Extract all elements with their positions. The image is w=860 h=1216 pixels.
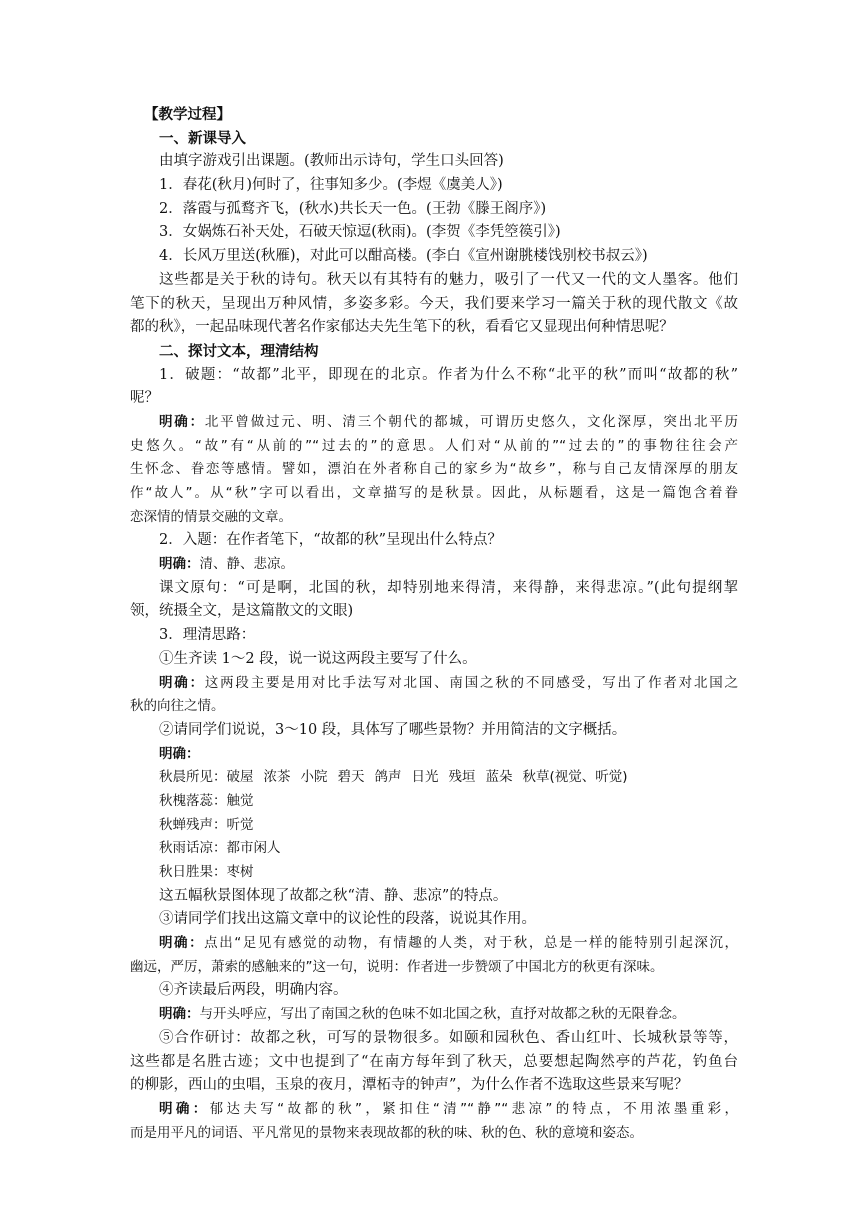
answer-text: 郁达夫写“故都的秋”，紧扣住“清”“静”“悲凉”的特点，不用浓墨重彩， (209, 1100, 739, 1117)
answer-label: 明确： (159, 1006, 200, 1023)
scene-line: 秋日胜果：枣树 (159, 864, 254, 880)
scene-item: 浓茶 (263, 769, 291, 786)
answer-label: 明确： (159, 745, 200, 762)
sub-question: ③请同学们找出这篇文章中的议论性的段落，说说其作用。 (159, 911, 536, 928)
answer-line (130, 1098, 738, 1122)
scene-line: 秋雨话凉：都市闲人 (159, 840, 281, 857)
poem-line: 4．长风万里送(秋雁)，对此可以酣高楼。(李白《宣州谢朓楼饯别校书叔云》) (159, 248, 648, 265)
question-line: 呢？ (130, 390, 159, 407)
paragraph-line: 笔下的秋天，呈现出万种风情，多姿多彩。今天，我们要来学习一篇关于秋的现代散文《故 (130, 295, 738, 312)
answer-text: 与开头呼应，写出了南国之秋的色味不如北国之秋，直抒对故都之秋的无限眷念。 (199, 1006, 686, 1023)
scene-item: 鸽声 (374, 769, 402, 786)
answer-line: 幽远，严厉，萧索的感触来的”这一句，说明：作者进一步赞颂了中国北方的秋更有深味。 (130, 958, 664, 975)
answer-line (130, 672, 738, 696)
answer-text: 这两段主要是用对比手法写对北国、南国之秋的不同感受，写出了作者对北国之 (204, 674, 739, 691)
scene-line: 秋蝉残声：听觉 (159, 816, 254, 833)
poem-line: 3．女娲炼石补天处，石破天惊逗(秋雨)。(李贺《李凭箜篌引》) (159, 224, 561, 241)
answer-line (130, 553, 738, 577)
answer-label: 明确： (159, 674, 205, 691)
answer-line (130, 1003, 738, 1027)
scene-label: 秋晨所见： (159, 769, 227, 786)
sub-question: ⑤合作研讨：故都之秋，可写的景物很多。如颐和园秋色、香山红叶、长城秋景等等， (159, 1029, 738, 1046)
answer-label: 明确： (159, 935, 205, 952)
answer-line: 秋的向往之情。 (130, 698, 225, 715)
scene-item: 日光 (411, 769, 439, 786)
answer-line: 作“故人”。从“秋”字可以看出，文章描写的是秋景。因此，从标题看，这是一篇饱含着眷 (130, 485, 738, 501)
sub-question: 这些都是名胜古迹；文中也提到了“在南方每年到了秋天，总要想起陶然亭的芦花，钓鱼台 (130, 1053, 738, 1070)
sub-question: 的柳影，西山的虫唱，玉泉的夜月，潭柘寺的钟声”，为什么作者不选取这些景来写呢？ (130, 1077, 689, 1094)
answer-label: 明确： (159, 556, 200, 573)
answer-text: 点出“足见有感觉的动物，有情趣的人类，对于秋，总是一样的能特别引起深沉， (204, 935, 739, 952)
question-line: 2．入题：在作者笔下，“故都的秋”呈现出什么特点？ (159, 532, 503, 549)
scene-item: 秋草(视觉、听觉) (522, 769, 628, 786)
quote-line: 课文原句：“可是啊，北国的秋，却特别地来得清，来得静，来得悲凉。”(此句提纲挈 (159, 579, 738, 596)
answer-line: 史悠久。“故”有“从前的”“过去的”的意思。人们对“从前的”“过去的”的事物往往会产 (130, 437, 738, 454)
scene-item: 碧天 (337, 769, 365, 786)
answer-text: 清、静、悲凉。 (199, 556, 294, 573)
section-heading: 【教学过程】 (144, 106, 231, 123)
scene-list (130, 766, 738, 790)
scene-item: 蓝朵 (485, 769, 513, 786)
quote-line: 领，统摄全文，是这篇散文的文眼) (130, 603, 354, 620)
answer-line: 而是用平凡的词语、平凡常见的景物来表现故都的秋的味、秋的色、秋的意境和姿态。 (130, 1124, 643, 1141)
answer-line (130, 411, 738, 435)
section1-title: 一、新课导入 (159, 129, 246, 147)
question-line: 1．破题：“故都”北平，即现在的北京。作者为什么不称“北平的秋”而叫“故都的秋” (159, 366, 738, 383)
paragraph-line: 这些都是关于秋的诗句。秋天以有其特有的魅力，吸引了一代又一代的文人墨客。他们 (159, 271, 738, 288)
question-line: 3．理清思路： (159, 627, 256, 644)
answer-line (130, 932, 738, 956)
sub-question: ②请同学们说说，3～10 段，具体写了哪些景物？并用简洁的文字概括。 (159, 721, 627, 738)
answer-line: 生怀念、眷恋等感情。譬如，漂泊在外者称自己的家乡为“故乡”，称与自己友情深厚的朋友 (130, 461, 738, 478)
scene-item: 破屋 (226, 769, 254, 786)
poem-line: 2．落霞与孤鹜齐飞，(秋水)共长天一色。(王勃《滕王阁序》) (159, 200, 547, 217)
scene-item: 小院 (300, 769, 328, 786)
answer-text: 北平曾做过元、明、清三个朝代的都城，可谓历史悠久，文化深厚，突出北平历 (204, 413, 739, 430)
paragraph-line: 都的秋》，一起品味现代著名作家郁达夫先生笔下的秋，看看它又显现出何种情思呢？ (130, 319, 674, 336)
scene-line: 秋槐落蕊：触觉 (159, 792, 254, 809)
sub-question: ④齐读最后两段，明确内容。 (159, 982, 348, 999)
scene-item: 残垣 (448, 769, 476, 786)
answer-label: 明确： (159, 413, 205, 430)
sub-question: ①生齐读 1～2 段，说一说这两段主要写了什么。 (159, 650, 477, 667)
answer-label: 明确： (159, 1100, 210, 1117)
answer-line: 恋深情的情景交融的文章。 (130, 508, 292, 525)
intro-line: 由填字游戏引出课题。(教师出示诗句，学生口头回答) (159, 153, 504, 170)
summary-line: 这五幅秋景图体现了故都之秋“清、静、悲凉”的特点。 (159, 887, 508, 904)
document-body (130, 103, 738, 1145)
section2-title: 二、探讨文本，理清结构 (159, 342, 319, 360)
poem-line: 1．春花(秋月)何时了，往事知多少。(李煜《虞美人》) (159, 177, 503, 194)
